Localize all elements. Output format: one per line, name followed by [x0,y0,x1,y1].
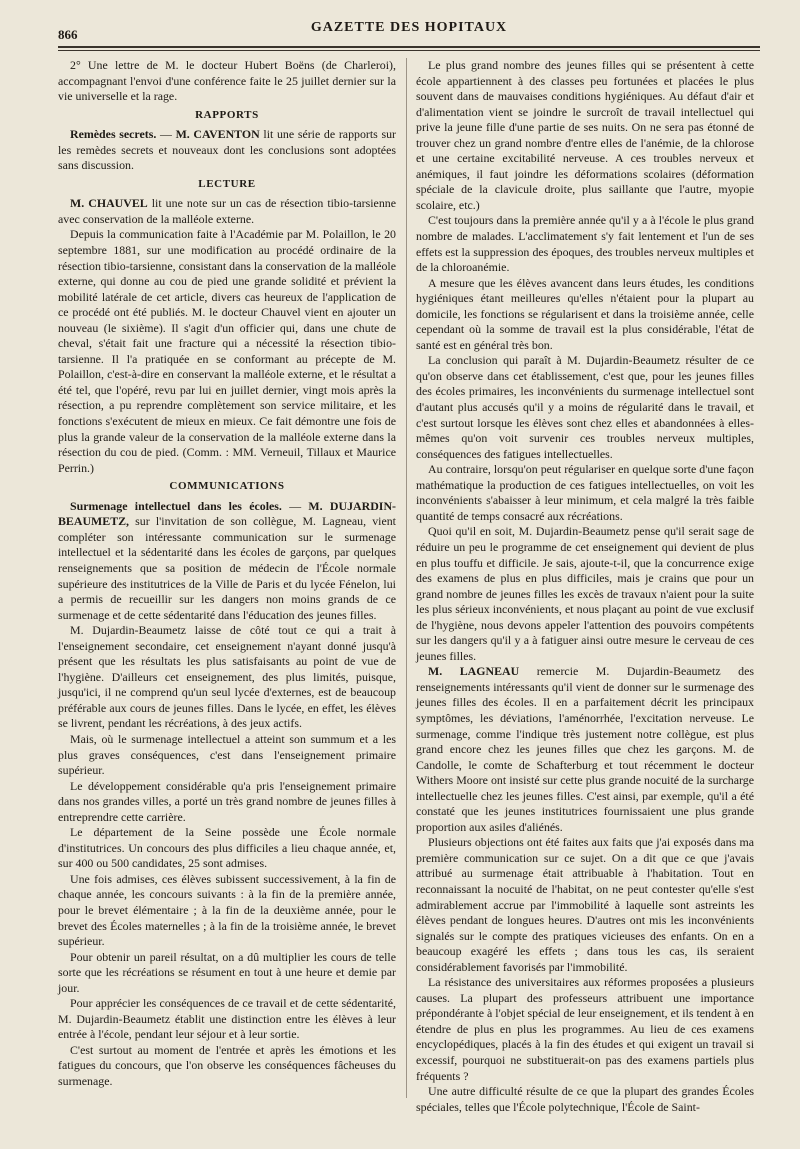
paragraph-au-contraire: Au contraire, lorsqu'on peut régulariser en quelque sorte d'une façon mathématique la production de ces fatigues intellectuelles, on voit les inconvénients s'abaisser à leur minimum, et cela malgré la très faible quantité de temps consacré aux récréations. [416,462,754,523]
lagneau-text: remercie M. Dujardin-Beaumetz des renseignements intéressants qu'il vient de donner sur le surmenage des jeunes filles des écoles. Il en a parfaitement décrit les principaux symptômes, les déviations, l'aménorrhée, l'excitation nerveuse. Le surmenage, comme l'indique très justement notre collègue, est plus grand encore chez les jeunes filles que chez les garçons. M. de Candolle, le comte de Schafterburg et tout récemment le docteur Withers Moore ont insisté sur cette plus grande nocuité de la surcharge intellectuelle chez les jeunes filles. C'est ainsi, par exemple, qu'il a été constaté que les jeunes institutrices fournissaient une plus grande proportion aux asiles d'aliénés. [416,664,754,834]
paragraph-depuis: Depuis la communication faite à l'Académie par M. Polaillon, le 20 septembre 1881, sur une modification au procédé ordinaire de la résection tibio-tarsienne, consistant dans la conservation de la malléole externe, qui donne au cou de pied une grande solidité et prévient la mobilité latérale de cet article, divers cas heureux de l'application de ce procédé ont été publiés. M. le docteur Chauvel vient en ajouter un nouveau (le sixième). Il s'agit d'un officier qui, dans une chute de cheval, s'était fait une fracture qui a nécessité la résection tibio-tarsienne. Il l'a pratiquée en se conformant au précepte de M. Polaillon, c'est-à-dire en conservant la malléole externe, et le résultat a été tel, que l'opéré, revu par lui en juillet dernier, vingt mois après la résection, a pu reprendre complètement son service militaire, et les fonctions s'exécutent de mieux en mieux. Ce fait démontre une fois de plus la grande valeur de la conservation de la malléole externe dans la résection du cou de pied. (Comm. : MM. Verneuil, Tillaux et Maurice Perrin.) [58,227,396,475]
section-heading-communications: COMMUNICATIONS [169,480,285,493]
page-number: 866 [58,27,78,42]
paragraph-une-fois: Une fois admises, ces élèves subissent successivement, à la fin de chaque année, les concours suivants : à la fin de la première année, pour le brevet élémentaire ; à la fin de la deuxième année, pour le brevet des Écoles maternelles ; à la fin de la troisième année, le brevet supérieur. [58,871,396,949]
paragraph-remedes: Remèdes secrets. — M. CAVENTON lit une série de rapports sur les remèdes secrets et nouveaux dont les conclusions sont adoptées sans discussion. [58,127,396,173]
paragraph-plus-grand: Le plus grand nombre des jeunes filles qui se présentent à cette école appartiennent à des classes peu fortunées et placées le plus souvent dans de mauvaises conditions hygiéniques. Au défaut d'air et d'alimentation vient se joindre le surcroît de travail intellectuel qui prive la jeune fille d'une partie de ses nuits. On ne sera pas étonné de trouver chez un grand nombre d'entre elles de l'anémie, de la chlorose et une certaine excitabilité nerveuse. A ces troubles nerveux et anémiques, il faut joindre les déformations scolaires (déformation spéciale de la clavicule droite, plus saillante que l'autre, myopie scolaire, etc.) [416,58,754,212]
paragraph-cest-surtout: C'est surtout au moment de l'entrée et après les émotions et les fatigues du concours, que l'on observe les conséquences fâcheuses du surmenage. [58,1042,396,1088]
speaker-dujardin: M. DUJARDIN-BEAUMETZ, [58,498,396,529]
paragraph-plusieurs: Plusieurs objections ont été faites aux faits que j'ai exposés dans ma première communication sur ce sujet. On a dit que ce que j'avais attribué au surmenage était attribuable à l'habitation. Tout en reconnaissant la nocuité de l'habitat, on ne peut contester qu'elle s'est admirablement accrue par l'immobilité à laquelle sont astreints les élèves pendant de longues heures. D'autres ont mis les inconvénients signalés sur le compte des pratiques vicieuses des enfants. On en a beaucoup exagéré les effets ; dans tous les cas, ils seraient considérablement favorisés par l'immobilité. [416,835,754,974]
paragraph-chauvel [58,196,396,227]
header-rule-thin [58,50,760,51]
paragraph-surmenage: Surmenage intellectuel dans les écoles. — M. DUJARDIN-BEAUMETZ, sur l'invitation de son collègue, M. Lagneau, vient compléter son intéressante communication sur le surmenage intellectuel et la sédentarité dans les écoles de garçons, par quelques renseignements que sa position de médecin de l'École normale supérieure des institutrices de la Ville de Paris et du lycée Fénelon, lui a permis de recueillir sur les dangers non moins grands de ce surmenage et de cette sédentarité dans l'éducation des jeunes filles. [58,498,396,622]
section-heading-lecture: LECTURE [198,177,256,190]
paragraph-premiere-annee: C'est toujours dans la première année qu'il y a à l'école le plus grand nombre de malades. L'acclimatement s'y fait lentement et l'un de ses effets est la suppression des époques, des troubles nerveux multiples et de la chloroanémie. [416,213,754,275]
header-rule-thick [58,46,760,48]
column-divider [406,58,407,1098]
section-heading-rapports: RAPPORTS [195,108,259,121]
paragraph-letter: 2° Une lettre de M. le docteur Hubert Boëns (de Charleroi), accompagnant l'envoi d'une conférence faite le 25 juillet dernier sur la vie universelle et la rage. [58,58,396,104]
journal-title: GAZETTE DES HOPITAUX [310,20,508,35]
paragraph-conclusion: La conclusion qui paraît à M. Dujardin-Beaumetz résulter de ce qu'on observe dans cet établissement, c'est que, pour les jeunes filles des écoles primaires, les inconvénients du surmenage intellectuel sont d'autant plus accusés qu'il y a moins de régularité dans le travail, et c'est surtout lorsque les élèves sont chez elles et abandonnées à elles-mêmes qu'on voit survenir ces troubles nerveux multiples, conséquences des fatigues intellectuelles. [416,353,754,461]
run-in-title-remedes: Remèdes secrets. [70,127,157,142]
chauvel-text: lit une note sur un cas de résection tibio-tarsienne avec conservation de la malléole externe. [58,196,396,226]
remedes-text: lit une série de rapports sur les remèdes secrets et nouveaux dont les conclusions sont adoptées sans discussion. [58,127,396,173]
run-in-title-surmenage: Surmenage intellectuel dans les écoles. [70,498,282,513]
paragraph-laisse: M. Dujardin-Beaumetz laisse de côté tout ce qui a trait à l'enseignement secondaire, cet enseignement n'ayant donné jusqu'à présent que les résultats les plus satisfaisants au point de vue de l'hygiène. D'ailleurs cet enseignement, des plus limités, puisque, jusqu'ici, il ne comprend qu'un seul lycée d'externes, est de beaucoup préférable aux cours de jeunes filles. Dans le lycée, en effet, les élèves se livrent, pendant les récréations, à des jeux actifs. [58,623,396,731]
paragraph-lagneau [416,664,754,835]
paragraph-resistance: La résistance des universitaires aux réformes proposées a plusieurs causes. La plupart des professeurs attribuent une importance prépondérante à l'objet spécial de leur enseignement, et ils tendent à en étendre de plus en plus les programmes. Au lieu de ces examens encyclopédiques, placés à la fin des études et qui exigent un travail si excessif, pourquoi ne substituerait-on pas des examens partiels plus fréquents ? [416,975,754,1083]
paragraph-pour-obtenir: Pour obtenir un pareil résultat, on a dû multiplier les cours de telle sorte que les récréations se résument en tout à une heure et demie par jour. [58,949,396,995]
paragraph-mais: Mais, où le surmenage intellectuel a atteint son summum et a les plus graves conséquences, c'est dans l'enseignement primaire supérieur. [58,731,396,778]
speaker-chauvel: M. CHAUVEL [70,196,148,211]
paragraph-a-mesure: A mesure que les élèves avancent dans leurs études, les conditions hygiéniques étant meilleures qu'elles n'étaient pour la plupart au domicile, les fonctions se régularisent et dans la troisième année, celle cependant où la somme de travail est la plus considérable, l'état de santé est en général très bon. [416,275,754,352]
surmenage-text: sur l'invitation de son collègue, M. Lagneau, vient compléter son intéressante communication sur le surmenage intellectuel et la sédentarité dans les écoles de garçons, par quelques renseignements que sa position de médecin de l'École normale supérieure des institutrices de la Ville de Paris et du lycée Fénelon, lui a permis de recueillir sur les dangers non moins grands de ce surmenage et de cette sédentarité dans l'éducation des jeunes filles. [58,514,396,622]
paragraph-developpement: Le développement considérable qu'a pris l'enseignement primaire dans nos grandes villes, a porté un très grand nombre de jeunes filles à entreprendre cette carrière. [58,778,396,824]
speaker-caventon: M. CAVENTON [175,127,260,142]
speaker-lagneau: M. LAGNEAU [428,664,520,679]
page-header [58,18,760,44]
paragraph-quoi-quil: Quoi qu'il en soit, M. Dujardin-Beaumetz pense qu'il serait sage de réduire un peu le programme de cet enseignement qui devient de plus en plus touffu et difficile. Je sais, ajoute-t-il, que la concurrence exige des examens de plus en plus difficiles, mais je crains que pour un grand nombre de jeunes filles les excès de travaux n'aient pour la suite les plus sérieux inconvénients, et nous plaçant au point de vue exclusif de l'hygiène, nous devons appeler l'attention des pouvoirs compétents sur les dangers qu'il y a à fatiguer ainsi outre mesure le cerveau de ces jeunes filles. [416,524,754,663]
paragraph-autre: Une autre difficulté résulte de ce que la plupart des grandes Écoles spéciales, telles que l'École polytechnique, l'École de Saint- [416,1084,754,1114]
paragraph-departement: Le département de la Seine possède une École normale d'institutrices. Un concours des plus difficiles a lieu chaque année, et, sur 400 ou 500 candidates, 25 sont admises. [58,825,396,871]
paragraph-pour-apprecier: Pour apprécier les conséquences de ce travail et de cette sédentarité, M. Dujardin-Beaumetz établit une distinction entre les élèves à leur entrée à l'école, pendant leur séjour et à leur sortie. [58,996,396,1042]
right-column [416,58,754,1115]
left-column [58,58,396,1090]
